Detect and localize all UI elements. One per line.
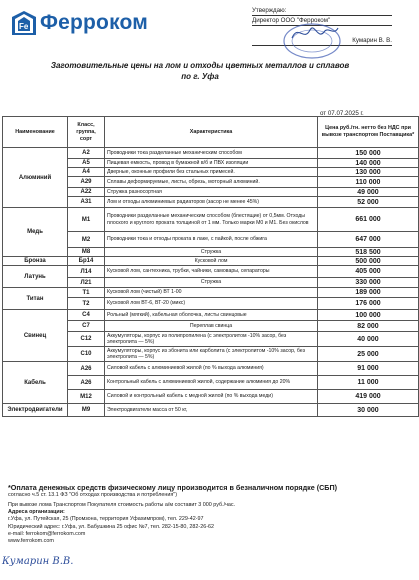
grade-code: Л14 <box>68 266 105 278</box>
grade-code: А29 <box>68 177 105 188</box>
payment-note: *Оплата денежных средств физическому лицу производится в безналичном порядке (СБП) <box>8 483 338 492</box>
approve-name: Кумарин В. В. <box>252 36 392 46</box>
grade-description: Контрольный кабель с алюминиевой жилой, содержание алюминия до 20% <box>105 376 318 390</box>
address-line: г.Уфа, ул. Путейская, 25 (Промзона, территория Уфахимпром), тел. 229-42-97 <box>8 516 204 523</box>
grade-price: 30 000 <box>318 404 419 417</box>
legal-address: Юридический адрес: г.Уфа, ул. Бабушкина 25 офис №7, тел. 282-15-80, 282-26-62 <box>8 523 214 530</box>
email-link[interactable]: e-mail: ferrokom@ferrokom.com <box>8 530 86 537</box>
table-row <box>3 288 419 298</box>
grade-description: Силовой кабель с алюминиевой жилой (по % выхода алюминия) <box>105 362 318 376</box>
bottom-signature: Кумарин В.В. <box>2 556 74 567</box>
transport-note: При вывозе лома Транспортом Покупателя стоимость работы а/м составит 3 000 руб./час. <box>8 502 236 508</box>
grade-description: Кусковой лом <box>105 257 318 266</box>
grade-price: 11 000 <box>318 376 419 390</box>
grade-code: М2 <box>68 232 105 248</box>
grade-price: 500 000 <box>318 257 419 266</box>
material-name: Медь <box>3 208 68 257</box>
grade-price: 82 000 <box>318 321 419 332</box>
grade-description: Кусковой лом (чистый) ВТ 1-00 <box>105 288 318 298</box>
grade-price: 647 000 <box>318 232 419 248</box>
grade-price: 52 000 <box>318 197 419 208</box>
grade-price: 189 000 <box>318 288 419 298</box>
grade-price: 330 000 <box>318 278 419 288</box>
grade-code: С12 <box>68 332 105 347</box>
material-name: Бронза <box>3 257 68 266</box>
grade-description: Аккумуляторы, корпус из полипропилена (с электролитом -10% засор, без электролита — 5%) <box>105 332 318 347</box>
grade-code: Т2 <box>68 298 105 310</box>
approve-position: Директор ООО "Ферроком" <box>252 16 392 26</box>
grade-description: Кусковой лом ВТ-6, ВТ-20 (микс) <box>105 298 318 310</box>
grade-code: С10 <box>68 347 105 362</box>
material-name: Свинец <box>3 310 68 362</box>
grade-code: М9 <box>68 404 105 417</box>
table-row <box>3 266 419 278</box>
grade-price: 110 000 <box>318 177 419 188</box>
grade-description: Стружка <box>105 248 318 257</box>
grade-code: А26 <box>68 376 105 390</box>
grade-price: 130 000 <box>318 168 419 177</box>
grade-description: Лом и отходы алюминиевых радиаторов (засор не менее 45%) <box>105 197 318 208</box>
header-price: Цена руб./тн. нетто без НДС при вывозе транспортом Поставщика* <box>318 117 419 148</box>
table-header-row <box>3 117 419 148</box>
addresses-label: Адреса организации: <box>8 509 65 516</box>
price-table <box>2 116 419 417</box>
material-name: Кабель <box>3 362 68 404</box>
grade-code: Т1 <box>68 288 105 298</box>
grade-price: 40 000 <box>318 332 419 347</box>
material-name: Электродвигатели <box>3 404 68 417</box>
title-line-1: Заготовительные цены на лом и отходы цветных металлов и сплавов <box>50 61 350 70</box>
logo-icon <box>10 9 38 37</box>
grade-description: Стружка разносортная <box>105 188 318 197</box>
grade-price: 405 000 <box>318 266 419 278</box>
material-name: Алюминий <box>3 148 68 208</box>
director-signature-icon <box>290 20 340 49</box>
footer <box>8 483 392 545</box>
grade-code: С4 <box>68 310 105 321</box>
grade-price: 49 000 <box>318 188 419 197</box>
grade-description: Пищевая емкость, провод в бумажной в/б и ПВХ изоляции <box>105 159 318 168</box>
document-title <box>20 60 380 82</box>
payment-note-sub: согласно ч.5 ст. 13.1 ФЗ "Об отходах производства и потребления") <box>8 492 178 498</box>
grade-description: Кусковой лом, сантехника, трубки, чайники, самовары, сепараторы <box>105 266 318 278</box>
grade-description: Проводники разделанные механическим способом (блестящие) от 0,5мм. Отходы плоского и круглого проката толщиной от 1 мм. Только марки М0 и М1. Без окислов <box>105 208 318 232</box>
grade-code: Л21 <box>68 278 105 288</box>
material-name: Латунь <box>3 266 68 288</box>
header-desc: Характеристика <box>105 117 318 148</box>
grade-code: Бр14 <box>68 257 105 266</box>
grade-description: Сплавы деформируемые, листы, обрезь, моторный алюминий. <box>105 177 318 188</box>
table-row <box>3 310 419 321</box>
grade-price: 176 000 <box>318 298 419 310</box>
grade-code: С7 <box>68 321 105 332</box>
approve-date: от 07.07.2025 г. <box>320 110 364 117</box>
header-class: Класс, группа, сорт <box>68 117 105 148</box>
grade-code: М8 <box>68 248 105 257</box>
table-row <box>3 257 419 266</box>
logo-mark-text: Fe <box>19 22 29 31</box>
grade-price: 100 000 <box>318 310 419 321</box>
grade-price: 419 000 <box>318 390 419 404</box>
website-link[interactable]: www.ferrokom.com <box>8 538 54 545</box>
grade-description: Рольный (мягкий), кабельная оболочка, листы свинцовые <box>105 310 318 321</box>
grade-price: 661 000 <box>318 208 419 232</box>
grade-description: Аккумуляторы, корпус из эбонита или карболита (с электролитом -10% засор, без электролита — 5%) <box>105 347 318 362</box>
grade-code: М12 <box>68 390 105 404</box>
title-line-2: по г. Уфа <box>181 72 219 81</box>
grade-code: А5 <box>68 159 105 168</box>
grade-code: А4 <box>68 168 105 177</box>
grade-price: 140 000 <box>318 159 419 168</box>
grade-price: 150 000 <box>318 148 419 159</box>
grade-price: 25 000 <box>318 347 419 362</box>
grade-code: М1 <box>68 208 105 232</box>
table-row <box>3 404 419 417</box>
grade-code: А26 <box>68 362 105 376</box>
grade-price: 518 500 <box>318 248 419 257</box>
grade-description: Переплав свинца <box>105 321 318 332</box>
grade-price: 91 000 <box>318 362 419 376</box>
grade-code: А22 <box>68 188 105 197</box>
grade-code: А31 <box>68 197 105 208</box>
company-logo <box>10 8 148 38</box>
brand-name: Ферроком <box>40 11 149 34</box>
grade-description: Проводники тока разделанные механическим способом <box>105 148 318 159</box>
approve-label: Утверждаю: <box>252 6 392 16</box>
header-name: Наименование <box>3 117 68 148</box>
grade-description: Проводники тока и отходы проката в лаке, с пайкой, после обжига <box>105 232 318 248</box>
grade-description: Стружка <box>105 278 318 288</box>
table-row <box>3 148 419 159</box>
price-table-body <box>3 148 419 417</box>
material-name: Титан <box>3 288 68 310</box>
table-row <box>3 362 419 376</box>
grade-code: А2 <box>68 148 105 159</box>
grade-description: Силовой и контрольный кабель с медной жилой (по % выхода меди) <box>105 390 318 404</box>
table-row <box>3 208 419 232</box>
grade-description: Дверные, оконные профили без стальных примесей. <box>105 168 318 177</box>
grade-description: Электродвигатели масса от 50 кг, <box>105 404 318 417</box>
